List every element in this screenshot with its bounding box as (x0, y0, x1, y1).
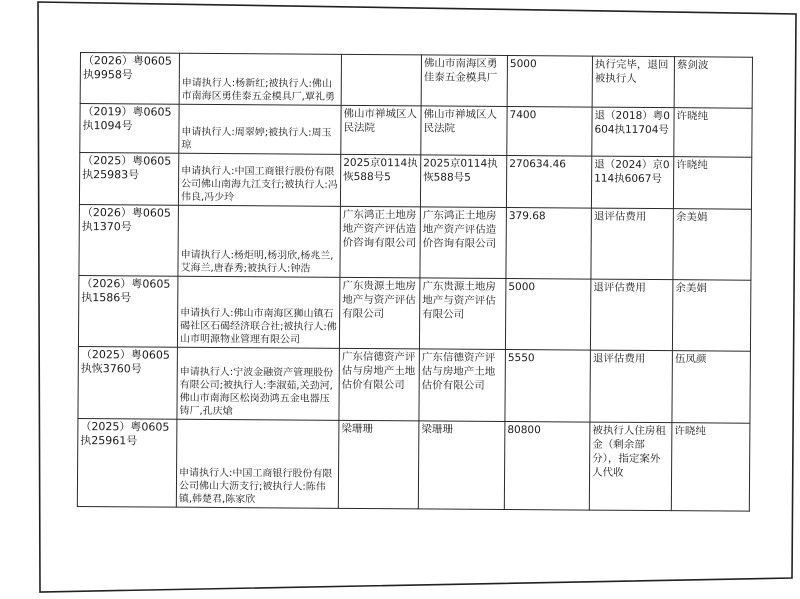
payee-cell: 梁珊珊 (418, 421, 505, 510)
table-row (80, 53, 752, 109)
handler-cell: 伍凤颜 (672, 351, 751, 424)
payee-cell: 佛山市南海区勇佳泰五金模具厂 (421, 55, 507, 107)
case-number-cell: （2019）粤0605执1094号 (80, 104, 179, 154)
table-row (78, 275, 750, 351)
payer-cell: 广东贵源土地房地产与资产评估有限公司 (339, 277, 419, 349)
parties-cell: 申请执行人:杨炬明,杨羽欣,杨兆兰,艾海兰,唐春秀;被执行人:钟浩 (178, 205, 340, 277)
parties-cell: 申请执行人:佛山市南海区狮山镇石碣社区石碣经济联合社;被执行人:佛山市明源物业管理有限公司 (177, 276, 339, 348)
case-number-cell: （2025）粤0605执25983号 (79, 153, 178, 206)
parties-cell: 申请执行人:周翠婷;被执行人:周玉琼 (179, 104, 341, 154)
case-number-cell: （2026）粤0605执1586号 (78, 275, 177, 347)
note-cell: 退评估费用 (590, 279, 672, 351)
handler-cell: 蔡剑波 (674, 57, 752, 109)
amount-cell: 5000 (505, 278, 590, 350)
case-number-cell: （2026）粤0605执9958号 (80, 53, 179, 105)
note-cell: 退评估费用 (590, 350, 673, 423)
payer-cell: 广东鸿正土地房地产资产评估造价咨询有限公司 (340, 206, 420, 278)
payee-cell: 2025京0114执恢588号5 (420, 155, 506, 208)
note-cell: 退（2018）粤0604执11704号 (592, 107, 674, 157)
note-cell: 退（2024）京0114执6067号 (591, 156, 673, 209)
amount-cell: 5550 (505, 349, 591, 422)
document-sheet (77, 52, 753, 512)
handler-cell: 许晓纯 (673, 157, 751, 210)
table-row (78, 346, 750, 423)
payee-cell: 广东信德资产评估与房地产土地估价有限公司 (419, 349, 506, 422)
parties-cell: 申请执行人:宁波金融资产管理股份有限公司;被执行人:李淑茹,关劲河,佛山市南海区松岗劲鸿五金电器压铸厂,孔庆熗 (177, 347, 339, 420)
note-cell: 退评估费用 (591, 208, 673, 280)
amount-cell: 7400 (507, 106, 592, 156)
payer-cell: 佛山市禅城区人民法院 (341, 105, 421, 155)
amount-cell: 5000 (507, 55, 592, 107)
table-row (80, 104, 752, 158)
payer-cell: 梁珊珊 (338, 420, 419, 509)
case-number-cell: （2025）粤0605执恢3760号 (78, 346, 178, 419)
payer-cell: 广东信德资产评估与房地产土地估价有限公司 (339, 348, 420, 421)
payee-cell: 广东鸿正土地房地产资产评估造价咨询有限公司 (420, 207, 506, 279)
table-row (79, 153, 751, 210)
payee-cell: 广东贵源土地房地产与资产评估有限公司 (419, 278, 505, 350)
handler-cell: 余美娟 (672, 280, 750, 352)
payee-cell: 佛山市禅城区人民法院 (421, 106, 507, 156)
handler-cell: 余美娟 (673, 209, 751, 281)
handler-cell: 许晓纯 (671, 423, 750, 512)
table-row (79, 204, 751, 280)
parties-cell: 申请执行人:中国工商银行股份有限公司佛山南海九江支行;被执行人:冯伟良,冯少玲 (178, 153, 340, 206)
amount-cell: 80800 (504, 421, 590, 510)
payer-cell (341, 54, 421, 106)
table-row (77, 418, 750, 511)
amount-cell: 270634.46 (506, 155, 591, 208)
parties-cell: 申请执行人:杨新红;被执行人:佛山市南海区勇佳泰五金模具厂,覃礼勇 (179, 53, 341, 105)
note-cell: 执行完毕，退回被执行人 (592, 56, 674, 108)
case-table (77, 52, 753, 512)
amount-cell: 379.68 (506, 207, 591, 279)
payer-cell: 2025京0114执恢588号5 (340, 154, 420, 207)
parties-cell: 申请执行人:中国工商银行股份有限公司佛山大沥支行;被执行人:陈伟镇,韩楚君,陈家欣 (176, 419, 339, 508)
case-number-cell: （2025）粤0605执25961号 (77, 418, 177, 507)
note-cell: 被执行人住房租金（剩余部分），指定案外人代收 (589, 422, 672, 511)
handler-cell: 许晓纯 (674, 108, 752, 158)
case-number-cell: （2026）粤0605执1370号 (79, 204, 178, 276)
